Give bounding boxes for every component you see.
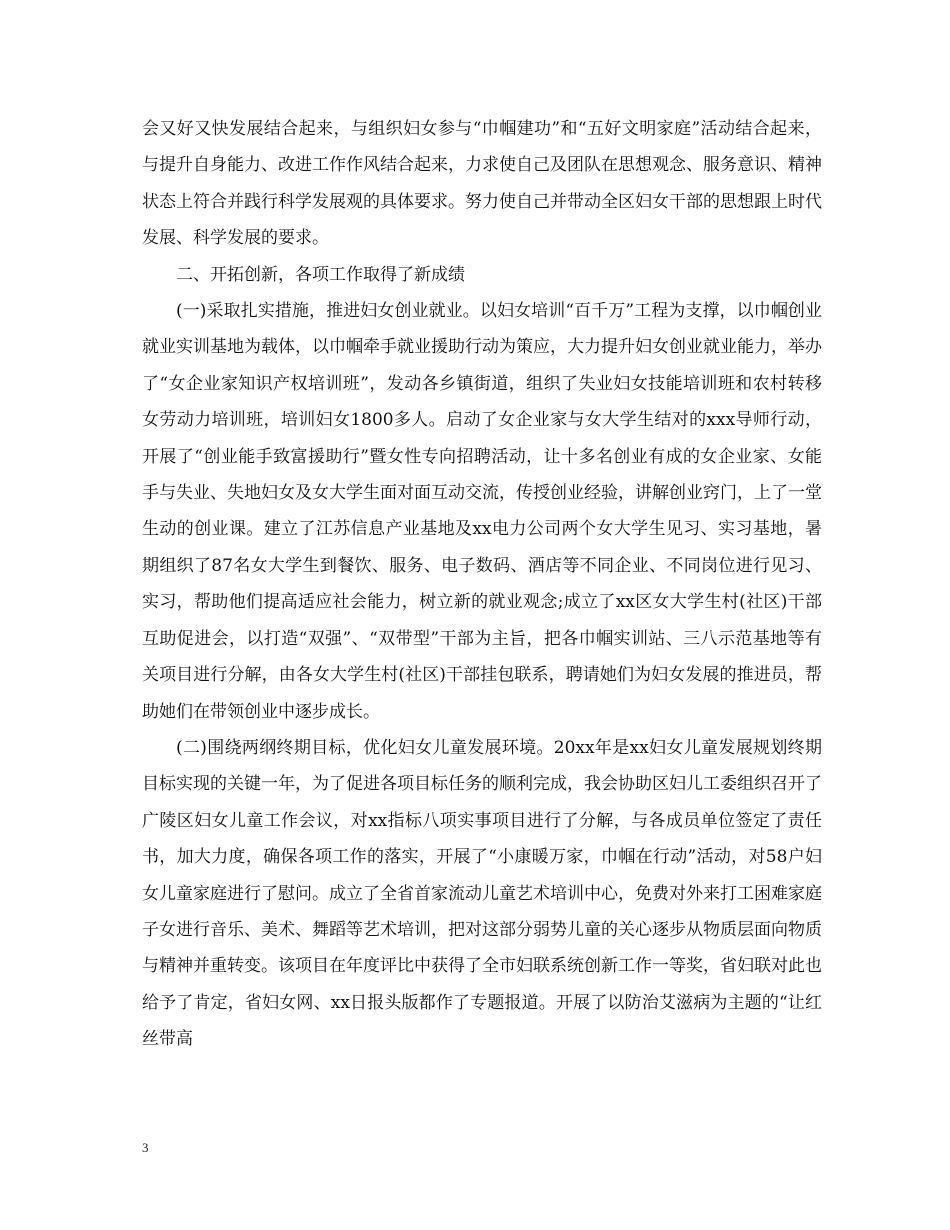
paragraph-subsection-1: (一)采取扎实措施，推进妇女创业就业。以妇女培训“百千万”工程为支撑，以巾帼创业就业实训基地为载体，以巾帼牵手就业援助行动为策应，大力提升妇女创业就业能力，举办了“女企业家知识产权培训班”，发动各乡镇街道，组织了失业妇女技能培训班和农村转移女劳动力培训班，培训妇女1800多人。启动了女企业家与女大学生结对的xxx导师行动，开展了“创业能手致富援助行”暨女性专向招聘活动，让十多名创业有成的女企业家、女能手与失业、失地妇女及女大学生面对面互动交流，传授创业经验，讲解创业窍门，上了一堂生动的创业课。建立了江苏信息产业基地及xx电力公司两个女大学生见习、实习基地，暑期组织了87名女大学生到餐饮、服务、电子数码、酒店等不同企业、不同岗位进行见习、实习，帮助他们提高适应社会能力，树立新的就业观念;成立了xx区女大学生村(社区)干部互助促进会，以打造“双强”、“双带型”干部为主旨，把各巾帼实训站、三八示范基地等有关项目进行分解，由各女大学生村(社区)干部挂包联系，聘请她们为妇女发展的推进员，帮助她们在带领创业中逐步成长。 — [142, 301, 822, 722]
paragraph-subsection-2: (二)围绕两纲终期目标，优化妇女儿童发展环境。20xx年是xx妇女儿童发展规划终期目标实现的关键一年，为了促进各项目标任务的顺利完成，我会协助区妇儿工委组织召开了广陵区妇女儿童工作会议，对xx指标八项实事项目进行了分解，与各成员单位签定了责任书，加大力度，确保各项工作的落实，开展了“小康暖万家，巾帼在行动”活动，对58户妇女儿童家庭进行了慰问。成立了全省首家流动儿童艺术培训中心，免费对外来打工困难家庭子女进行音乐、美术、舞蹈等艺术培训，把对这部分弱势儿童的关心逐步从物质层面向物质与精神并重转变。该项目在年度评比中获得了全市妇联系统创新工作一等奖，省妇联对此也给予了肯定，省妇女网、xx日报头版都作了专题报道。开展了以防治艾滋病为主题的“让红丝带高 — [142, 737, 822, 1050]
paragraph-intro-continuation: 会又好又快发展结合起来，与组织妇女参与“巾帼建功”和“五好文明家庭”活动结合起来，与提升自身能力、改进工作作风结合起来，力求使自己及团队在思想观念、服务意识、精神状态上符合并践行科学发展观的具体要求。努力使自己并带动全区妇女干部的思想跟上时代发展、科学发展的要求。 — [142, 119, 822, 249]
page-number: 3 — [142, 1140, 149, 1155]
document-body — [142, 111, 822, 1058]
section-heading: 二、开拓创新，各项工作取得了新成绩 — [176, 264, 465, 285]
